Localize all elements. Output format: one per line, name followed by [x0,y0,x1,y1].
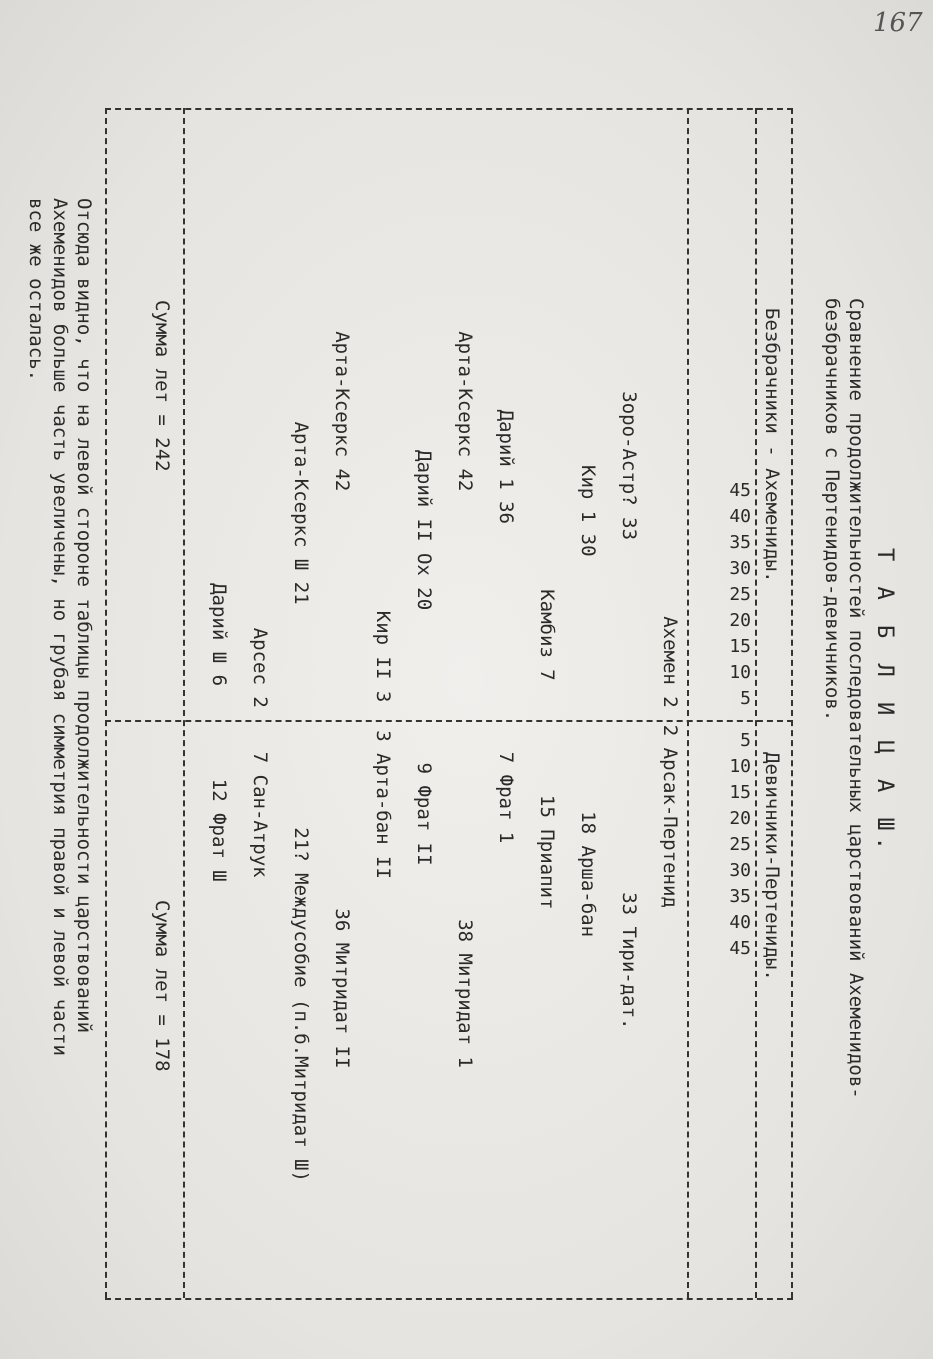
right-entry: 21? Междусобие (п.б.Митридат Ш) [290,827,312,1182]
right-entry: 36 Митридат II [331,908,353,1069]
scale-tick: 5 [740,730,751,751]
center-divider [105,720,793,722]
scale-tick: 30 [729,860,751,881]
subtitle-line-1: Сравнение продолжительностей последовательных царствований Ахеменидов- [845,298,867,1099]
scale-tick: 25 [729,584,751,605]
outer-border-right [105,1298,793,1300]
subtitle-line-2: безбрачников с Пертенидов-девичников. [821,298,843,722]
scale-tick: 35 [729,886,751,907]
left-entry: Кир 1 30 [577,465,599,557]
right-entry: 33 Тири-дат. [618,892,640,1030]
scale-tick: 15 [729,636,751,657]
header-rule [755,108,757,1298]
scale-tick: 10 [729,662,751,683]
scale-tick: 30 [729,558,751,579]
left-sum: Сумма лет = 242 [151,300,173,472]
left-header: Безбрачники - Ахемениды. [761,308,783,583]
scale-tick: 10 [729,756,751,777]
scale-tick: 40 [729,912,751,933]
left-entry: Арсес 2 [249,627,271,708]
right-entry: 38 Митридат 1 [454,919,476,1068]
sum-rule [183,108,185,1298]
left-entry: Дарий 1 36 [495,409,517,524]
right-entry: 18 Арша-бан [577,811,599,938]
table-title: Т А Б Л И Ц А Ш. [872,548,897,856]
left-entry: Ахемен 2 [659,616,681,708]
page-number: 167 [873,8,923,38]
footer-line-1: Отсюда видно, что на левой стороне таблицы продолжительности царствований [73,198,95,1034]
scale-tick: 45 [729,938,751,959]
outer-border-top [791,108,793,1298]
scale-tick: 15 [729,782,751,803]
scale-tick: 45 [729,480,751,501]
left-entry: Арта-Ксеркс 42 [454,331,476,492]
right-entry: 7 Сан-Атрук [249,751,271,878]
scale-tick: 20 [729,610,751,631]
outer-border-left [105,108,793,110]
right-header: Девичники-Пертениды. [761,752,783,981]
scale-tick: 5 [740,688,751,709]
scale-tick: 20 [729,808,751,829]
scale-tick: 25 [729,834,751,855]
scale-tick: 35 [729,532,751,553]
left-entry: Арта-Ксеркс 42 [331,331,353,492]
right-entry: 9 Фрат II [413,762,435,866]
left-entry: Кир II 3 [372,610,394,703]
footer-line-2: Ахеменидов больше часть увеличены, но грубая симметрия правой и левой части [49,198,71,1056]
outer-border-bottom [105,108,107,1298]
left-entry: Дарий Ш 6 [208,583,230,687]
scale-rule [687,108,689,1298]
right-entry: 15 Приапит [536,795,558,910]
left-entry: Камбиз 7 [536,589,558,681]
right-sum: Сумма лет = 178 [151,900,173,1072]
right-entry: 7 Фрат 1 [495,751,517,844]
footer-line-3: все же осталась. [25,198,47,382]
left-entry: Арта-Ксеркс Ш 21 [290,421,312,605]
left-entry: Дарий II Ох 20 [413,450,435,611]
right-entry: 3 Арта-бан II [372,730,394,879]
right-entry: 2 Арсак-Пертенид [659,724,681,908]
scale-tick: 40 [729,506,751,527]
left-entry: Зоро-Астр? 33 [618,391,640,541]
right-entry: 12 Фрат Ш [208,778,230,882]
